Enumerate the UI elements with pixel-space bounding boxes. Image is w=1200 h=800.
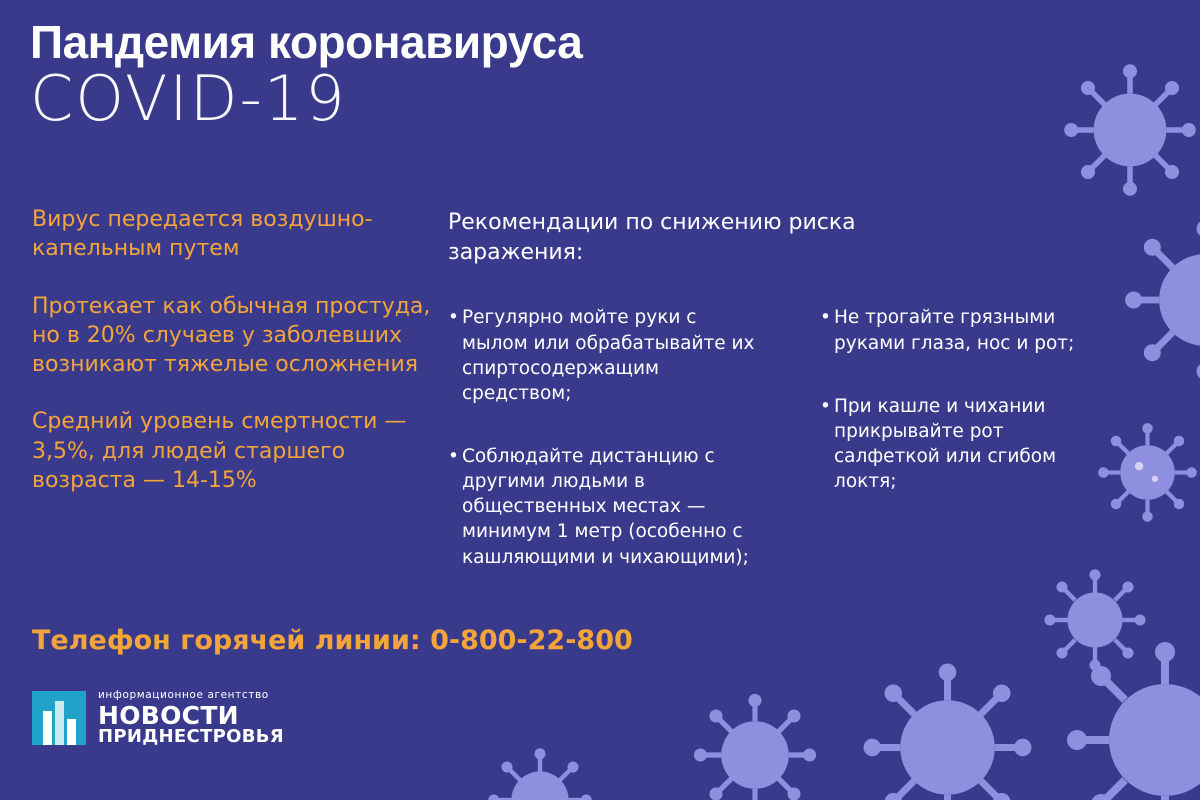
recommendations-columns — [448, 305, 1148, 607]
logo-name-secondary: ПРИДНЕСТРОВЬЯ — [98, 725, 284, 747]
logo-bar — [43, 711, 52, 745]
list-item: • При кашле и чихании прикрывайте рот салфеткой или сгибом локтя; — [820, 394, 1075, 495]
recommendations-heading: Рекомендации по снижению риска заражения: — [448, 210, 856, 265]
fact-item: Вирус передается воздушно-капельным путем — [32, 207, 373, 262]
logo-name: НОВОСТИ — [98, 700, 239, 730]
virus-particle-icon — [1065, 640, 1200, 800]
logo-bar — [55, 701, 64, 745]
page-title: Пандемия коронавируса — [30, 16, 583, 68]
logo-bar — [67, 719, 76, 745]
logo-text — [98, 690, 284, 746]
agency-logo — [32, 690, 284, 746]
fact-item: Средний уровень смертности — 3,5%, для людей старшего возраста — 14-15% — [32, 409, 407, 493]
fact-item: Протекает как обычная простуда, но в 20% случаев у заболевших возникают тяжелые осложнения — [32, 293, 431, 377]
bars-icon — [32, 691, 86, 745]
list-item: • Не трогайте грязными руками глаза, нос и рот; — [820, 305, 1075, 355]
virus-particle-icon — [860, 660, 1035, 800]
recommendations-column-right — [820, 305, 1075, 607]
facts-column — [32, 205, 432, 523]
virus-particle-icon — [485, 745, 595, 800]
logo-kicker: информационное агентство — [98, 689, 269, 701]
hotline-label: Телефон горячей линии: 0-800-22-800 — [32, 625, 633, 656]
recommendations-section — [448, 208, 1148, 608]
virus-particle-icon — [690, 690, 820, 800]
page-subtitle: COVID-19 — [30, 62, 347, 136]
recommendations-column-left — [448, 305, 768, 607]
poster-header — [30, 16, 583, 136]
list-item: • Регулярно мойте руки с мылом или обрабатывайте их спиртосодержащим средством; — [448, 305, 768, 406]
virus-particle-icon — [1060, 60, 1200, 200]
list-item: • Соблюдайте дистанцию с другими людьми в общественных местах — минимум 1 метр (особенно с кашляющими и чихающими); — [448, 444, 768, 570]
